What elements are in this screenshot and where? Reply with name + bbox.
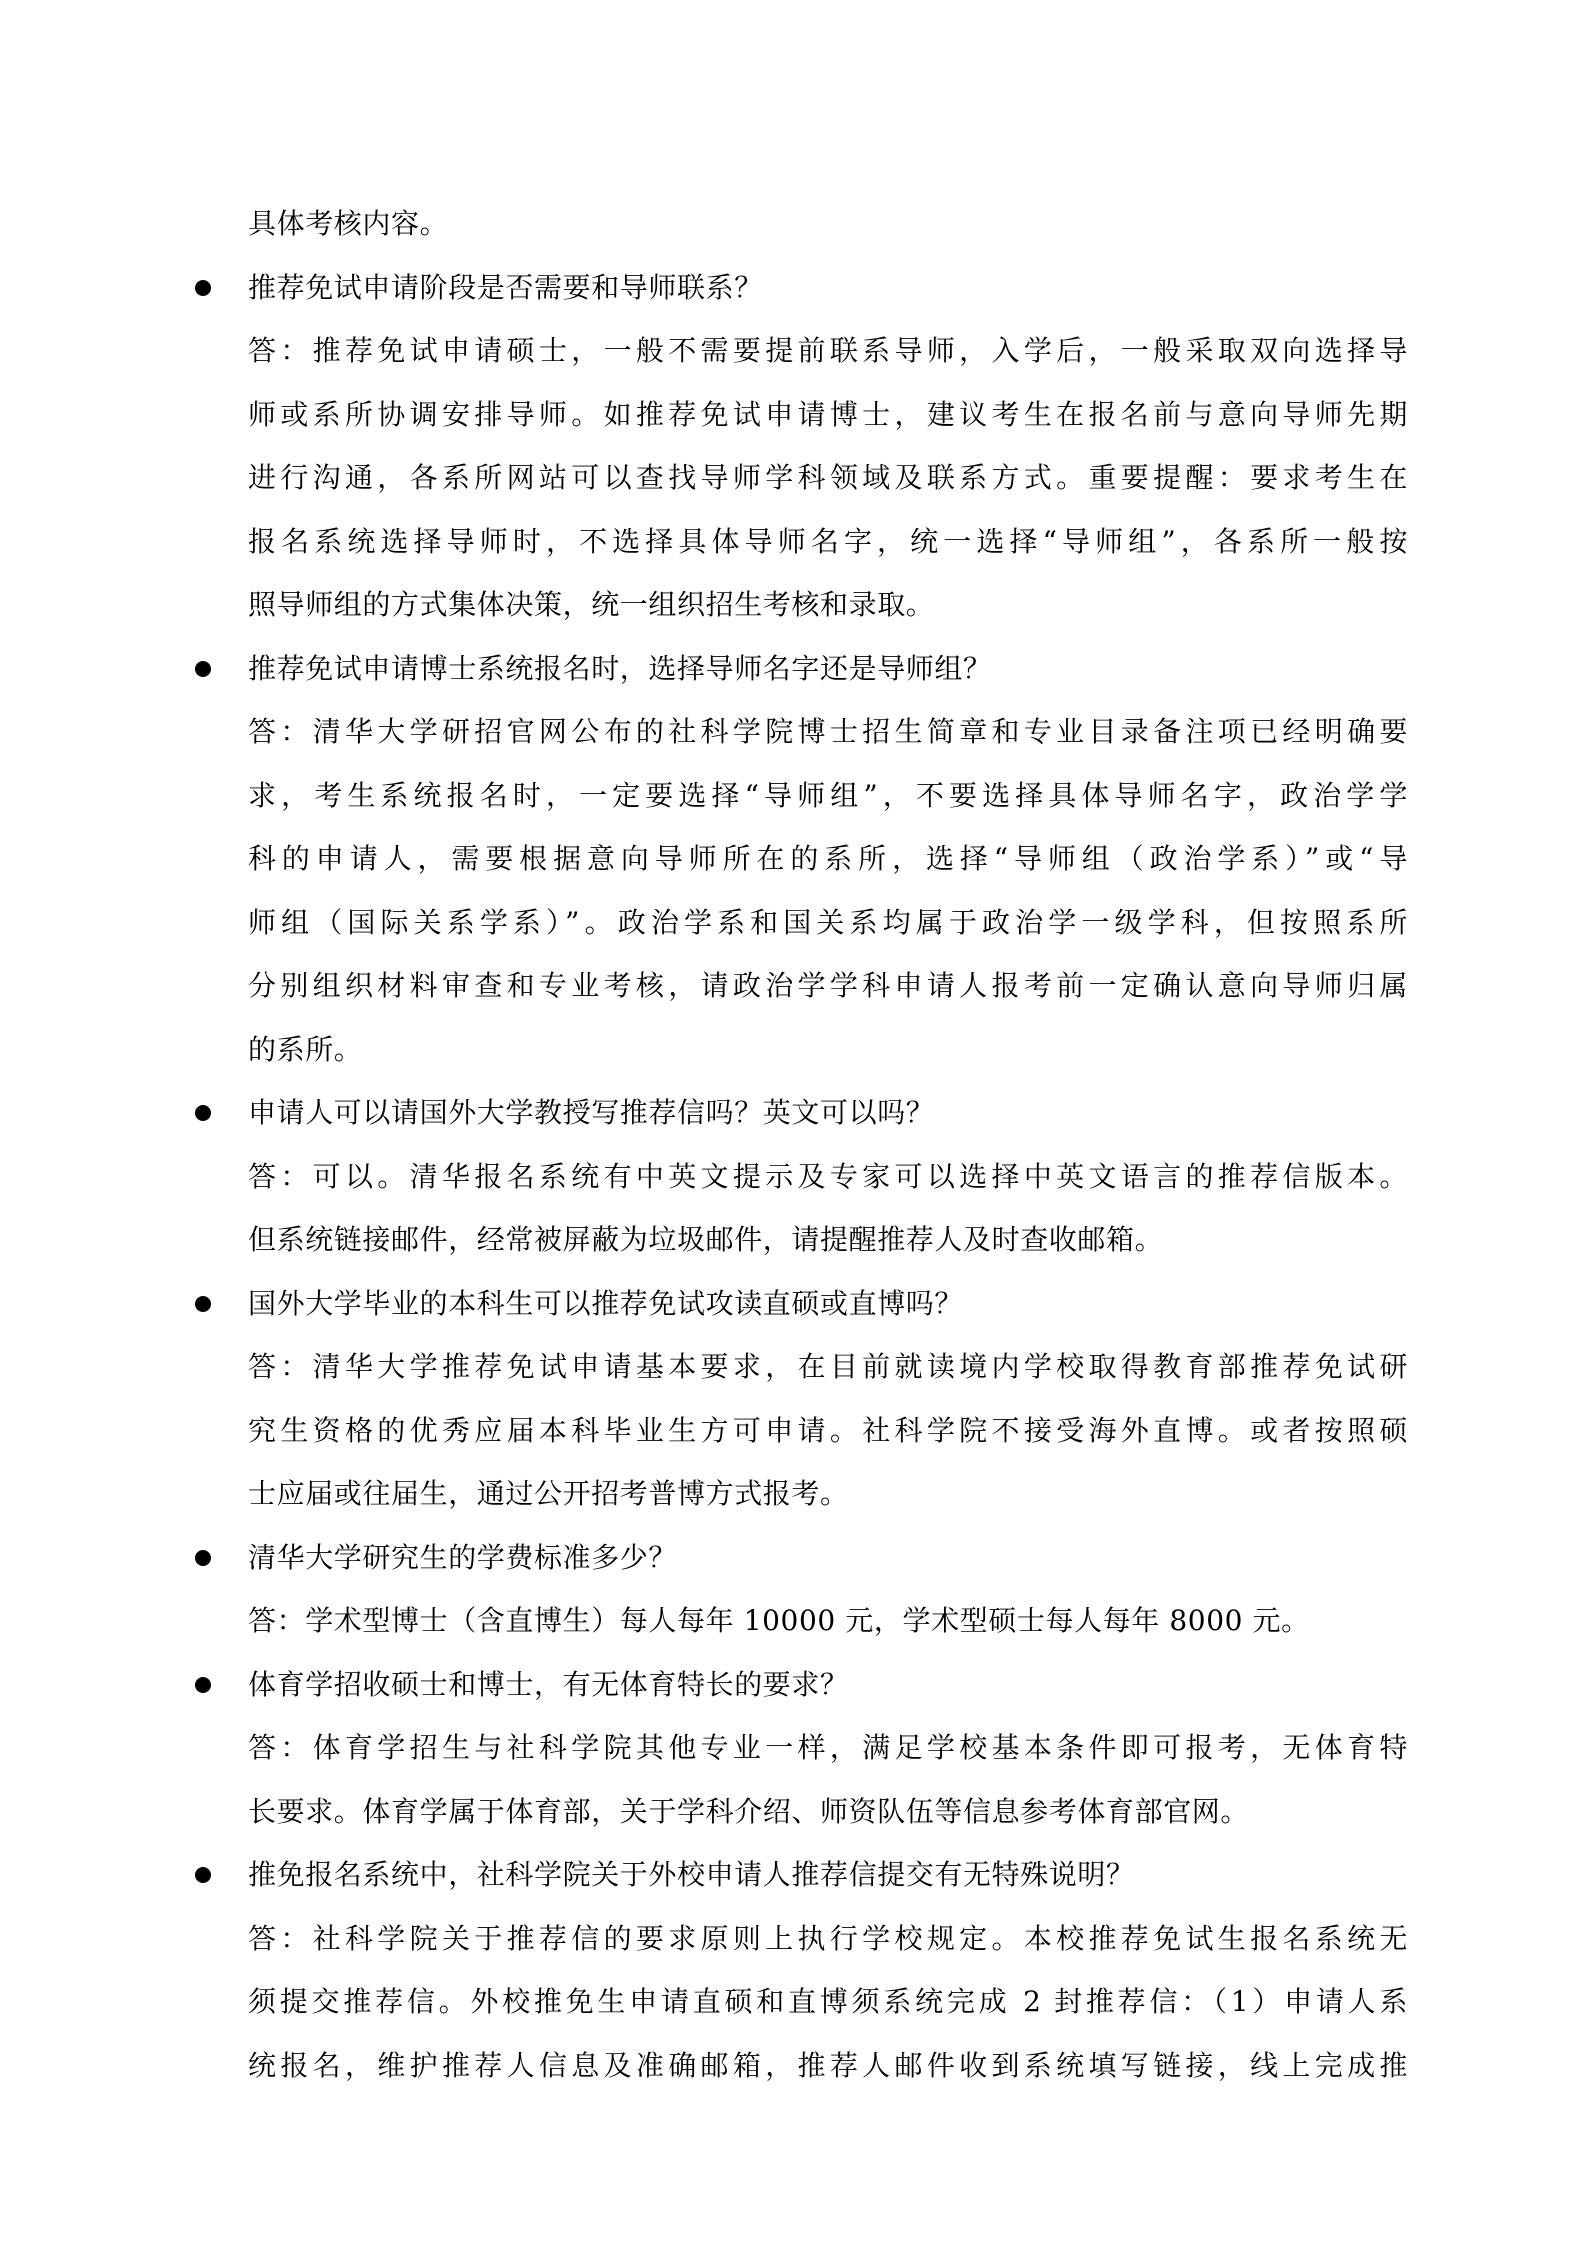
bullet-icon xyxy=(195,1677,211,1693)
faq-question xyxy=(248,256,1408,320)
faq-question xyxy=(248,1843,1408,1907)
answer-line: 士应届或往届生，通过公开招考普博方式报考。 xyxy=(248,1477,849,1510)
answer-line: 须提交推荐信。外校推免生申请直硕和直博须系统完成 2 封推荐信：（1）申请人系 xyxy=(248,1985,1408,2018)
faq-question xyxy=(248,1081,1408,1145)
question-text: 清华大学研究生的学费标准多少？ xyxy=(248,1540,678,1574)
faq-content xyxy=(248,192,1408,2097)
answer-line: 究生资格的优秀应届本科毕业生方可申请。社科学院不接受海外直博。或者按照硕 xyxy=(248,1413,1408,1447)
question-text: 推荐免试申请博士系统报名时，选择导师名字还是导师组？ xyxy=(248,651,992,685)
answer-line: 科的申请人，需要根据意向导师所在的系所，选择“导师组（政治学系）”或“导 xyxy=(248,842,1408,875)
question-text: 推免报名系统中，社科学院关于外校申请人推荐信提交有无特殊说明？ xyxy=(248,1858,1135,1891)
answer-line: 答：体育学招生与社科学院其他专业一样，满足学校基本条件即可报考，无体育特 xyxy=(248,1731,1408,1764)
answer-line: 的系所。 xyxy=(248,1032,363,1066)
faq-question xyxy=(248,1272,1408,1336)
bullet-icon xyxy=(195,1105,211,1121)
answer-line: 答：可以。清华报名系统有中英文提示及专家可以选择中英文语言的推荐信版本。 xyxy=(248,1159,1408,1193)
faq-question xyxy=(248,1526,1408,1590)
answer-line: 答：学术型博士（含直博生）每人每年 10000 元，学术型硕士每人每年 8000 元。 xyxy=(248,1604,1310,1637)
answer-line: 答：推荐免试申请硕士，一般不需要提前联系导师，入学后，一般采取双向选择导 xyxy=(248,334,1408,367)
question-text: 体育学招收硕士和博士，有无体育特长的要求？ xyxy=(248,1667,849,1701)
bullet-icon xyxy=(195,1867,211,1883)
answer-line: 进行沟通，各系所网站可以查找导师学科领域及联系方式。重要提醒：要求考生在 xyxy=(248,461,1408,494)
answer-line: 长要求。体育学属于体育部，关于学科介绍、师资队伍等信息参考体育部官网。 xyxy=(248,1794,1250,1828)
question-text: 国外大学毕业的本科生可以推荐免试攻读直硕或直博吗？ xyxy=(248,1286,964,1320)
bullet-icon xyxy=(195,1296,211,1312)
answer-line: 答：社科学院关于推荐信的要求原则上执行学校规定。本校推荐免试生报名系统无 xyxy=(248,1921,1408,1955)
faq-answer xyxy=(248,1145,1408,1272)
answer-line: 报名系统选择导师时，不选择具体导师名字，统一选择“导师组”，各系所一般按 xyxy=(248,524,1408,558)
answer-line: 求，考生系统报名时，一定要选择“导师组”，不要选择具体导师名字，政治学学 xyxy=(248,778,1408,812)
faq-answer xyxy=(248,1335,1408,1526)
faq-answer xyxy=(248,1907,1408,2098)
answer-line: 答：清华大学推荐免试申请基本要求，在目前就读境内学校取得教育部推荐免试研 xyxy=(248,1350,1408,1383)
answer-line: 照导师组的方式集体决策，统一组织招生考核和录取。 xyxy=(248,588,935,621)
answer-line: 师或系所协调安排导师。如推荐免试申请博士，建议考生在报名前与意向导师先期 xyxy=(248,397,1408,431)
question-text: 推荐免试申请阶段是否需要和导师联系？ xyxy=(248,270,763,304)
answer-line: 但系统链接邮件，经常被屏蔽为垃圾邮件，请提醒推荐人及时查收邮箱。 xyxy=(248,1223,1164,1256)
answer-line: 分别组织材料审查和专业考核，请政治学学科申请人报考前一定确认意向导师归属 xyxy=(248,969,1408,1002)
bullet-icon xyxy=(195,661,211,677)
faq-answer xyxy=(248,1716,1408,1843)
faq-question xyxy=(248,1653,1408,1717)
faq-answer xyxy=(248,1589,1408,1653)
question-text: 申请人可以请国外大学教授写推荐信吗？英文可以吗？ xyxy=(248,1096,935,1129)
answer-line: 统报名，维护推荐人信息及准确邮箱，推荐人邮件收到系统填写链接，线上完成推 xyxy=(248,2048,1408,2082)
faq-answer xyxy=(248,319,1408,637)
bullet-icon xyxy=(195,280,211,296)
answer-line: 师组（国际关系学系）”。政治学系和国关系均属于政治学一级学科，但按照系所 xyxy=(248,905,1408,939)
bullet-icon xyxy=(195,1550,211,1566)
answer-line: 答：清华大学研招官网公布的社科学院博士招生简章和专业目录备注项已经明确要 xyxy=(248,715,1408,748)
faq-answer xyxy=(248,700,1408,1081)
intro-line: 具体考核内容。 xyxy=(248,207,449,240)
faq-question xyxy=(248,637,1408,701)
